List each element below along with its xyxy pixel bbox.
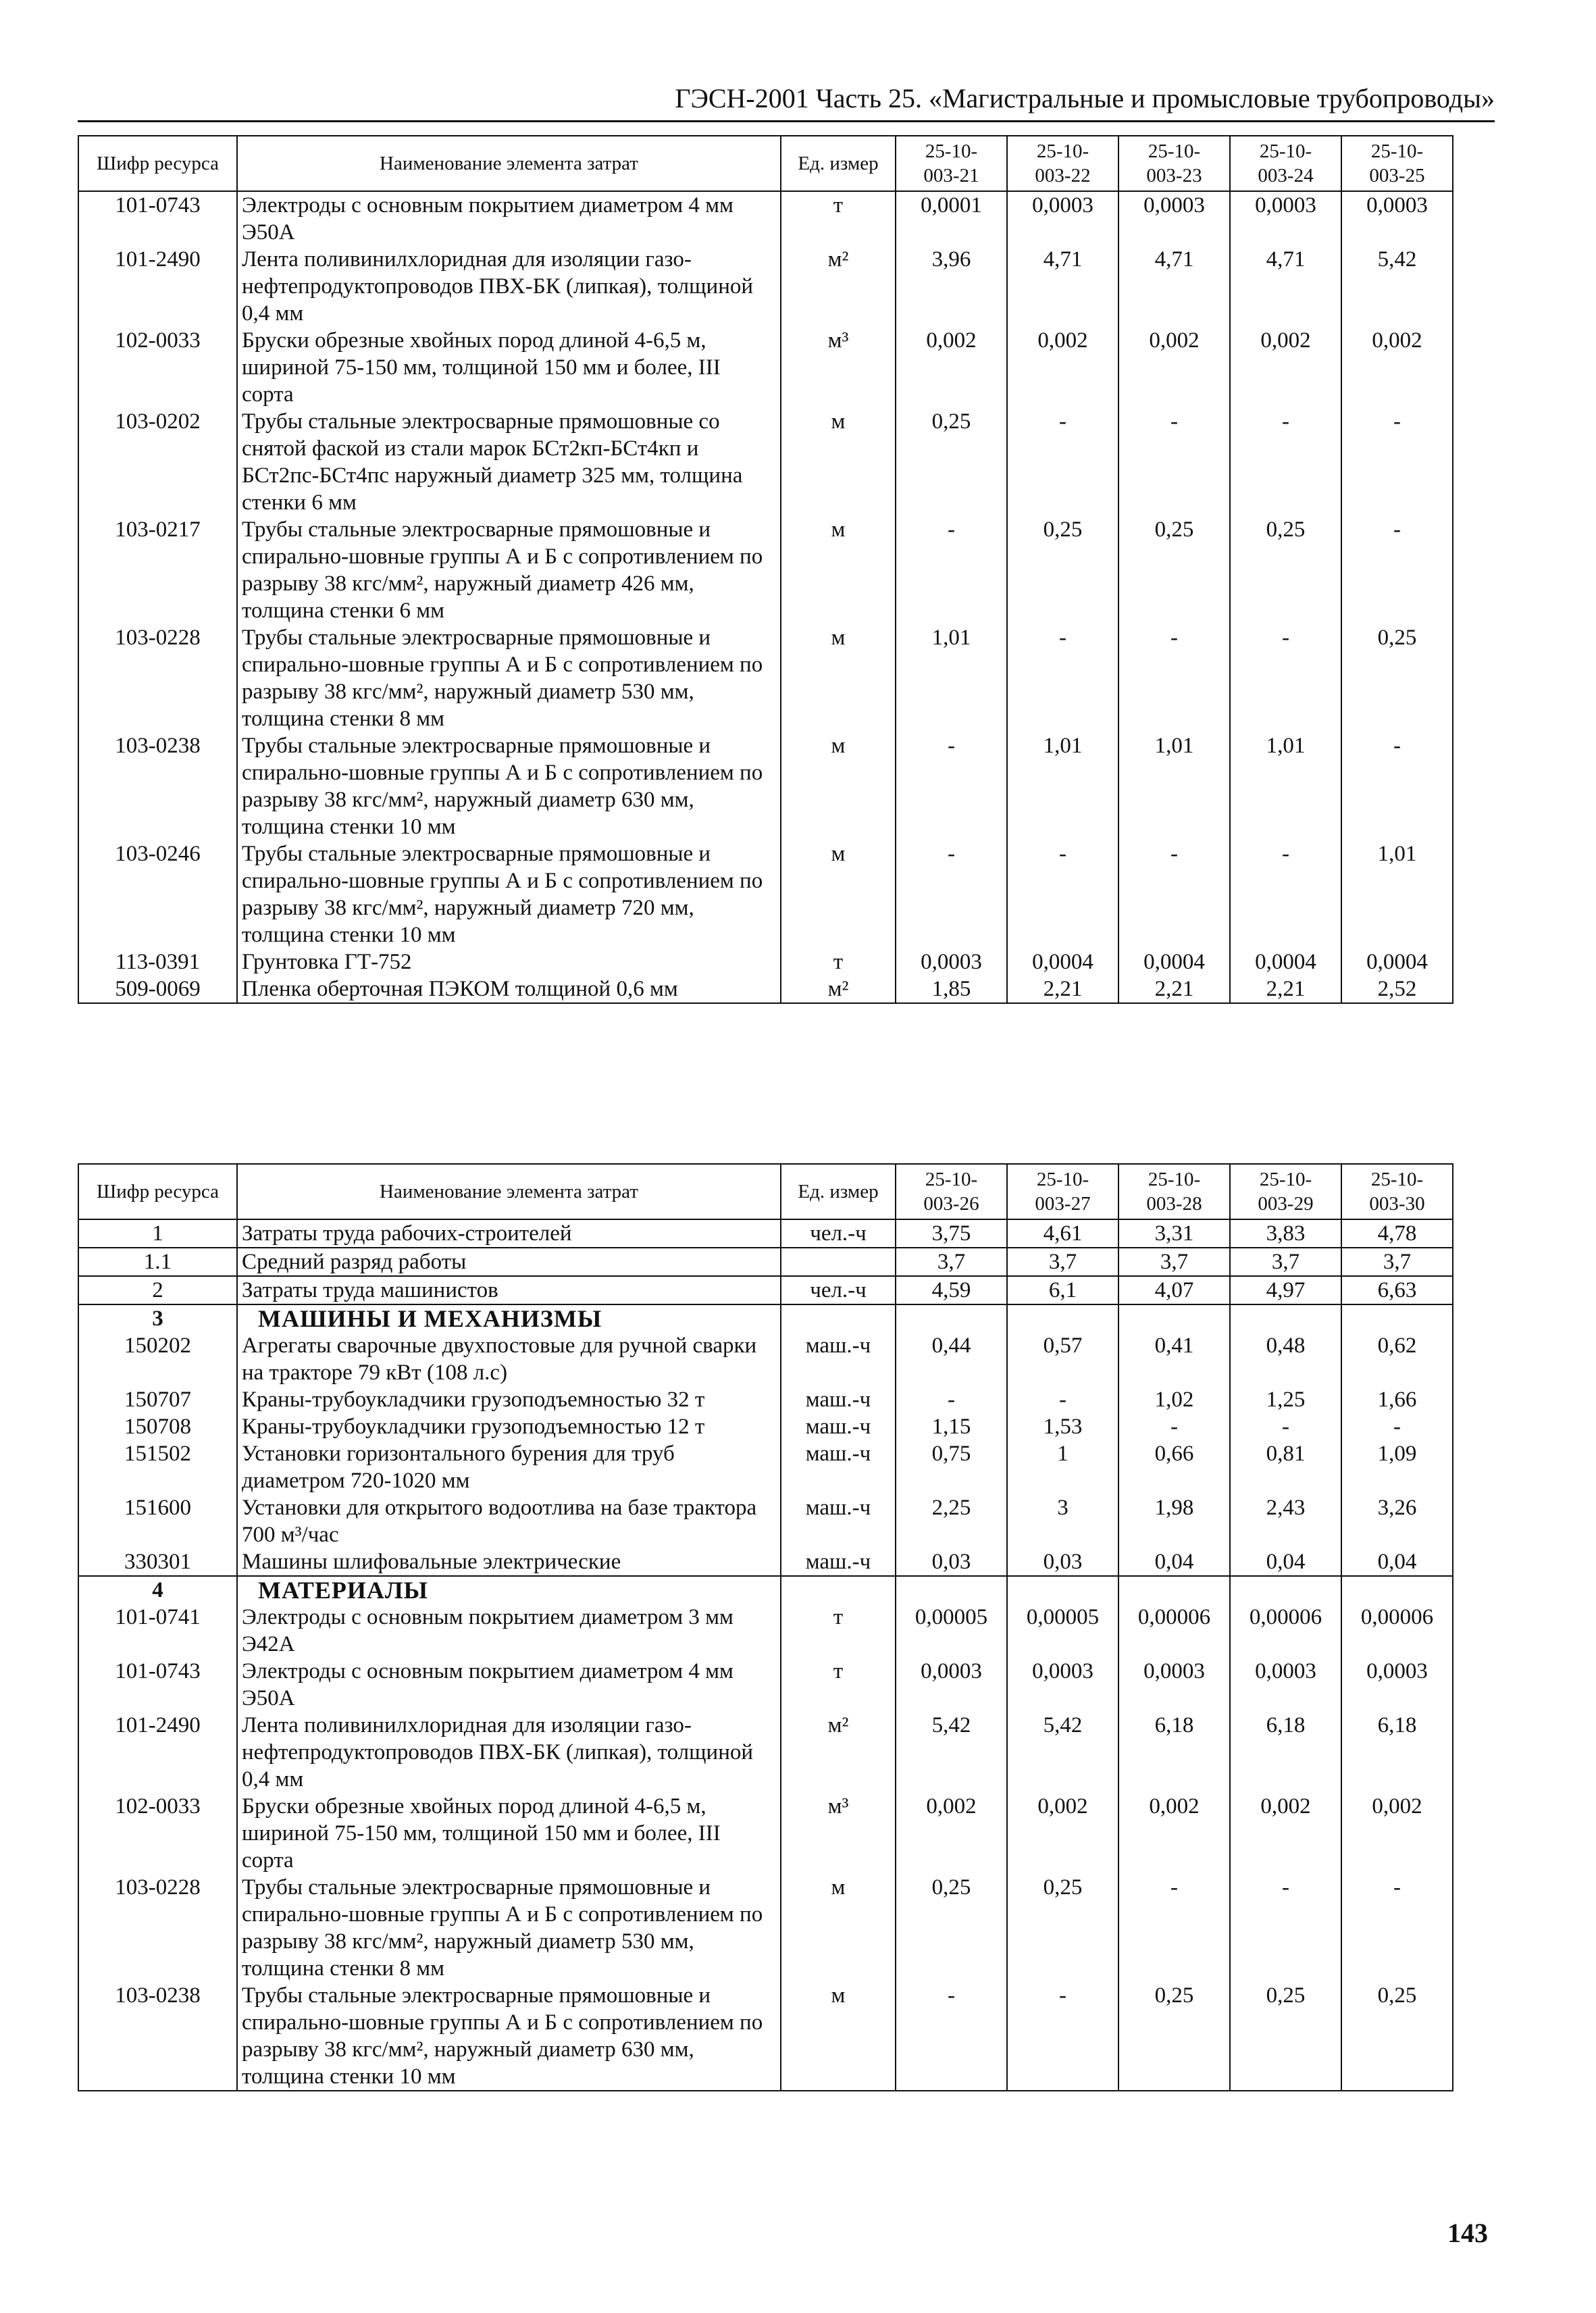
resource-code: 103-0202 [78,408,237,516]
resource-unit: маш.-ч [781,1413,896,1440]
table-row [78,246,1453,327]
resource-name: МАШИНЫ И МЕХАНИЗМЫ [237,1304,781,1332]
table-row [78,1494,1453,1548]
norm-value: 5,42 [1007,1712,1118,1793]
norm-value: - [1230,624,1341,732]
norm-value: 0,002 [1007,327,1118,408]
resource-code: 102-0033 [78,327,237,408]
norm-value [1118,1304,1230,1332]
resource-code: 1 [78,1219,237,1248]
norm-value: 0,002 [1118,1793,1230,1874]
resource-name: Краны-трубоукладчики грузоподъемностью 12 т [237,1413,781,1440]
norm-value: 6,18 [1341,1712,1453,1793]
resource-unit: м [781,624,896,732]
col-header-norm: 25-10- 003-22 [1007,136,1118,191]
resource-unit: маш.-ч [781,1440,896,1494]
norm-value [896,1576,1007,1604]
norm-value: 4,07 [1118,1276,1230,1304]
resource-name: Агрегаты сварочные двухпостовые для ручной сварки на тракторе 79 кВт (108 л.с) [237,1332,781,1386]
norm-value: 0,00005 [896,1604,1007,1658]
resource-unit: т [781,1604,896,1658]
norm-value [1007,1304,1118,1332]
norm-value: 3,31 [1118,1219,1230,1248]
resource-unit: м [781,1982,896,2091]
norm-value: 0,04 [1230,1548,1341,1576]
table-row [78,1604,1453,1658]
norm-value: 2,21 [1230,975,1341,1003]
norm-value: 1,01 [896,624,1007,732]
resource-code: 103-0246 [78,840,237,948]
norm-value: 6,18 [1118,1712,1230,1793]
norm-value: 3,26 [1341,1494,1453,1548]
resource-unit [781,1304,896,1332]
resource-unit [781,1248,896,1276]
norm-value: 5,42 [896,1712,1007,1793]
norm-value: 0,002 [896,327,1007,408]
norm-value: 0,25 [1230,516,1341,624]
resource-name: Электроды с основным покрытием диаметром 4 мм Э50А [237,191,781,246]
resource-name: Краны-трубоукладчики грузоподъемностью 32 т [237,1386,781,1413]
norm-value [1230,1304,1341,1332]
resource-code: 2 [78,1276,237,1304]
table-row [78,1248,1453,1276]
norm-value: 0,0003 [896,1658,1007,1712]
table-header-row [78,136,1453,191]
table-row [78,516,1453,624]
resource-unit: м² [781,246,896,327]
norm-value: 0,25 [896,408,1007,516]
norm-value: 3,75 [896,1219,1007,1248]
resource-unit: м³ [781,327,896,408]
col-header-norm: 25-10- 003-27 [1007,1164,1118,1219]
norm-value: 0,0003 [1341,1658,1453,1712]
norm-value: 1,53 [1007,1413,1118,1440]
resource-name: Средний разряд работы [237,1248,781,1276]
norm-value: 3,7 [1230,1248,1341,1276]
resource-name: Бруски обрезные хвойных пород длиной 4-6,5 м, шириной 75-150 мм, толщиной 150 мм и более, III сорта [237,1793,781,1874]
norm-value: - [1341,516,1453,624]
table-row [78,1982,1453,2091]
resource-code: 330301 [78,1548,237,1576]
norm-value: 1,25 [1230,1386,1341,1413]
resource-name: Установки горизонтального бурения для труб диаметром 720-1020 мм [237,1440,781,1494]
resource-name: Пленка оберточная ПЭКОМ толщиной 0,6 мм [237,975,781,1003]
norm-value: 0,0003 [1230,191,1341,246]
norm-value: 0,002 [1118,327,1230,408]
table-header-row [78,1164,1453,1219]
table-row [78,1276,1453,1304]
resource-unit: т [781,191,896,246]
resource-code: 101-2490 [78,1712,237,1793]
table-row [78,1658,1453,1712]
norm-value: 3,7 [896,1248,1007,1276]
resource-name: Трубы стальные электросварные прямошовные и спирально-шовные группы А и Б с сопротивлением по разрыву 38 кгс/мм², наружный диаметр 530 мм, толщина стенки 8 мм [237,1874,781,1982]
norm-value: - [1230,840,1341,948]
norm-value: 2,21 [1118,975,1230,1003]
norm-value: 1,66 [1341,1386,1453,1413]
running-header [78,82,1495,122]
norm-value: - [1118,840,1230,948]
resource-unit: чел.-ч [781,1276,896,1304]
resource-name: Трубы стальные электросварные прямошовные и спирально-шовные группы А и Б с сопротивлением по разрыву 38 кгс/мм², наружный диаметр 630 мм, толщина стенки 10 мм [237,1982,781,2091]
norm-value: 0,04 [1118,1548,1230,1576]
resource-name: Грунтовка ГТ-752 [237,948,781,975]
norm-value [1341,1576,1453,1604]
norm-value: - [1341,1413,1453,1440]
norm-value: - [1341,732,1453,840]
col-header-unit: Ед. измер [781,1164,896,1219]
norm-value: 4,59 [896,1276,1007,1304]
resource-code: 150708 [78,1413,237,1440]
table-row [78,408,1453,516]
norm-value: 0,25 [1341,1982,1453,2091]
table-row [78,840,1453,948]
norm-value: - [1118,1413,1230,1440]
col-header-norm: 25-10- 003-23 [1118,136,1230,191]
resource-unit: маш.-ч [781,1548,896,1576]
resource-name: Трубы стальные электросварные прямошовные и спирально-шовные группы А и Б с сопротивлением по разрыву 38 кгс/мм², наружный диаметр 630 мм, толщина стенки 10 мм [237,732,781,840]
resource-code: 1.1 [78,1248,237,1276]
norm-value: 0,41 [1118,1332,1230,1386]
resource-unit: маш.-ч [781,1386,896,1413]
norm-value: 0,25 [1341,624,1453,732]
col-header-norm: 25-10- 003-25 [1341,136,1453,191]
resource-code: 103-0228 [78,624,237,732]
col-header-norm: 25-10- 003-24 [1230,136,1341,191]
resource-code: 151600 [78,1494,237,1548]
col-header-norm: 25-10- 003-28 [1118,1164,1230,1219]
table-row [78,1219,1453,1248]
resource-name: Лента поливинилхлоридная для изоляции газо-нефтепродуктопроводов ПВХ-БК (липкая), толщиной 0,4 мм [237,246,781,327]
resource-name: Затраты труда машинистов [237,1276,781,1304]
resource-unit: м [781,840,896,948]
norm-value: 6,18 [1230,1712,1341,1793]
norm-value: 0,00006 [1230,1604,1341,1658]
norm-value: 0,0003 [1007,191,1118,246]
norm-value: - [1118,408,1230,516]
resource-unit: м³ [781,1793,896,1874]
col-header-unit: Ед. измер [781,136,896,191]
resource-table-2 [78,1163,1453,2091]
norm-value: 1,01 [1007,732,1118,840]
norm-value: 4,71 [1230,246,1341,327]
norm-value: - [1341,408,1453,516]
norm-value: 4,71 [1118,246,1230,327]
norm-value: 0,002 [896,1793,1007,1874]
norm-value: 1,02 [1118,1386,1230,1413]
resource-unit: м [781,1874,896,1982]
resource-code: 3 [78,1304,237,1332]
norm-value: 2,43 [1230,1494,1341,1548]
norm-value: 4,78 [1341,1219,1453,1248]
resource-table-1 [78,135,1453,1004]
table-row [78,1413,1453,1440]
norm-value: 1 [1007,1440,1118,1494]
norm-value: - [1007,408,1118,516]
resource-unit: маш.-ч [781,1494,896,1548]
norm-value: - [1118,1874,1230,1982]
norm-value [896,1304,1007,1332]
norm-value: - [1230,1874,1341,1982]
resource-unit: чел.-ч [781,1219,896,1248]
page-number: 143 [1447,2218,1488,2248]
col-header-norm: 25-10- 003-26 [896,1164,1007,1219]
resource-name: Машины шлифовальные электрические [237,1548,781,1576]
norm-value: 0,25 [1118,516,1230,624]
norm-value [1007,1576,1118,1604]
norm-value: 4,71 [1007,246,1118,327]
resource-name: МАТЕРИАЛЫ [237,1576,781,1604]
norm-value: 0,66 [1118,1440,1230,1494]
table-row [78,948,1453,975]
norm-value: 0,44 [896,1332,1007,1386]
col-header-norm: 25-10- 003-29 [1230,1164,1341,1219]
resource-code: 151502 [78,1440,237,1494]
norm-value: 0,0003 [1118,1658,1230,1712]
table-row [78,191,1453,246]
norm-value: 2,21 [1007,975,1118,1003]
norm-value: - [1007,1982,1118,2091]
norm-value: 0,002 [1230,327,1341,408]
norm-value: - [1007,840,1118,948]
table-row [78,327,1453,408]
resource-name: Трубы стальные электросварные прямошовные и спирально-шовные группы А и Б с сопротивлением по разрыву 38 кгс/мм², наружный диаметр 720 мм, толщина стенки 10 мм [237,840,781,948]
norm-value: - [896,1386,1007,1413]
norm-value: 6,63 [1341,1276,1453,1304]
norm-value: 0,0003 [1118,191,1230,246]
norm-value: 0,03 [896,1548,1007,1576]
norm-value: 0,81 [1230,1440,1341,1494]
table-row [78,1548,1453,1576]
norm-value: 0,0004 [1007,948,1118,975]
norm-value: 0,002 [1341,327,1453,408]
resource-code: 103-0238 [78,732,237,840]
norm-value: - [1007,624,1118,732]
norm-value: 0,57 [1007,1332,1118,1386]
norm-value: - [896,1982,1007,2091]
resource-code: 101-0741 [78,1604,237,1658]
norm-value: 0,0004 [1118,948,1230,975]
norm-value: 0,25 [1007,516,1118,624]
norm-value: 0,00005 [1007,1604,1118,1658]
norm-value: 1,98 [1118,1494,1230,1548]
norm-value: - [896,840,1007,948]
resource-code: 113-0391 [78,948,237,975]
norm-value [1118,1576,1230,1604]
norm-value: 3 [1007,1494,1118,1548]
table-row [78,1386,1453,1413]
norm-value: 0,0001 [896,191,1007,246]
resource-name: Бруски обрезные хвойных пород длиной 4-6,5 м, шириной 75-150 мм, толщиной 150 мм и более, III сорта [237,327,781,408]
resource-unit: м² [781,975,896,1003]
resource-unit: м [781,408,896,516]
norm-value: 4,61 [1007,1219,1118,1248]
norm-value: 0,04 [1341,1548,1453,1576]
norm-value: 2,52 [1341,975,1453,1003]
table-row [78,732,1453,840]
norm-value: 3,7 [1118,1248,1230,1276]
norm-value: 0,0004 [1341,948,1453,975]
table-row [78,1793,1453,1874]
resource-code: 150707 [78,1386,237,1413]
norm-value: 0,002 [1230,1793,1341,1874]
section-row [78,1304,1453,1332]
table-row [78,1440,1453,1494]
running-title: ГЭСН-2001 Часть 25. «Магистральные и промысловые трубопроводы» [675,83,1495,113]
norm-value: 1,09 [1341,1440,1453,1494]
norm-value: - [896,516,1007,624]
norm-value: 4,97 [1230,1276,1341,1304]
norm-value: 1,15 [896,1413,1007,1440]
resource-code: 509-0069 [78,975,237,1003]
resource-unit: м [781,516,896,624]
norm-value: 0,002 [1341,1793,1453,1874]
norm-value: 3,7 [1007,1248,1118,1276]
resource-code: 150202 [78,1332,237,1386]
resource-code: 103-0228 [78,1874,237,1982]
resource-name: Трубы стальные электросварные прямошовные и спирально-шовные группы А и Б с сопротивлением по разрыву 38 кгс/мм², наружный диаметр 530 мм, толщина стенки 8 мм [237,624,781,732]
norm-value: 0,75 [896,1440,1007,1494]
norm-value: 0,0003 [1230,1658,1341,1712]
resource-code: 4 [78,1576,237,1604]
norm-value: 3,96 [896,246,1007,327]
resource-unit: т [781,948,896,975]
col-header-code: Шифр ресурса [78,1164,237,1219]
col-header-norm: 25-10- 003-21 [896,136,1007,191]
col-header-name: Наименование элемента затрат [237,1164,781,1219]
norm-value: 0,25 [1118,1982,1230,2091]
norm-value: 0,00006 [1118,1604,1230,1658]
norm-value: - [1230,408,1341,516]
norm-value: 1,01 [1118,732,1230,840]
norm-value: - [896,732,1007,840]
norm-value: 3,7 [1341,1248,1453,1276]
resource-name: Установки для открытого водоотлива на базе трактора 700 м³/час [237,1494,781,1548]
table-row [78,1712,1453,1793]
norm-value: 0,25 [1007,1874,1118,1982]
resource-code: 101-0743 [78,191,237,246]
resource-code: 103-0238 [78,1982,237,2091]
norm-value: 0,25 [1230,1982,1341,2091]
resource-name: Трубы стальные электросварные прямошовные и спирально-шовные группы А и Б с сопротивлением по разрыву 38 кгс/мм², наружный диаметр 426 мм, толщина стенки 6 мм [237,516,781,624]
norm-value: 6,1 [1007,1276,1118,1304]
col-header-name: Наименование элемента затрат [237,136,781,191]
resource-name: Лента поливинилхлоридная для изоляции газо-нефтепродуктопроводов ПВХ-БК (липкая), толщиной 0,4 мм [237,1712,781,1793]
resource-code: 102-0033 [78,1793,237,1874]
norm-value: 0,48 [1230,1332,1341,1386]
norm-value: 1,01 [1230,732,1341,840]
norm-value: 0,62 [1341,1332,1453,1386]
resource-unit: т [781,1658,896,1712]
norm-value: 0,25 [896,1874,1007,1982]
col-header-norm: 25-10- 003-30 [1341,1164,1453,1219]
norm-value: 2,25 [896,1494,1007,1548]
section-row [78,1576,1453,1604]
resource-name: Электроды с основным покрытием диаметром 3 мм Э42А [237,1604,781,1658]
norm-value: 0,0004 [1230,948,1341,975]
table-row [78,1332,1453,1386]
table-row [78,624,1453,732]
table-row [78,1874,1453,1982]
resource-unit: м [781,732,896,840]
norm-value: 1,01 [1341,840,1453,948]
norm-value: 0,002 [1007,1793,1118,1874]
norm-value: 0,0003 [1007,1658,1118,1712]
norm-value: 5,42 [1341,246,1453,327]
col-header-code: Шифр ресурса [78,136,237,191]
norm-value: - [1341,1874,1453,1982]
norm-value: 0,03 [1007,1548,1118,1576]
resource-name: Затраты труда рабочих-строителей [237,1219,781,1248]
table-row [78,975,1453,1003]
norm-value: 0,00006 [1341,1604,1453,1658]
resource-unit: м² [781,1712,896,1793]
norm-value [1230,1576,1341,1604]
resource-code: 101-0743 [78,1658,237,1712]
resource-unit: маш.-ч [781,1332,896,1386]
norm-value: - [1230,1413,1341,1440]
norm-value: 3,83 [1230,1219,1341,1248]
norm-value: 1,85 [896,975,1007,1003]
resource-name: Электроды с основным покрытием диаметром 4 мм Э50А [237,1658,781,1712]
resource-code: 101-2490 [78,246,237,327]
resource-code: 103-0217 [78,516,237,624]
resource-name: Трубы стальные электросварные прямошовные со снятой фаской из стали марок БСт2кп-БСт4кп и БСт2пс-БСт4пс наружный диаметр 325 мм, толщина стенки 6 мм [237,408,781,516]
resource-unit [781,1576,896,1604]
norm-value: - [1007,1386,1118,1413]
norm-value: 0,0003 [896,948,1007,975]
norm-value: 0,0003 [1341,191,1453,246]
norm-value: - [1118,624,1230,732]
norm-value [1341,1304,1453,1332]
